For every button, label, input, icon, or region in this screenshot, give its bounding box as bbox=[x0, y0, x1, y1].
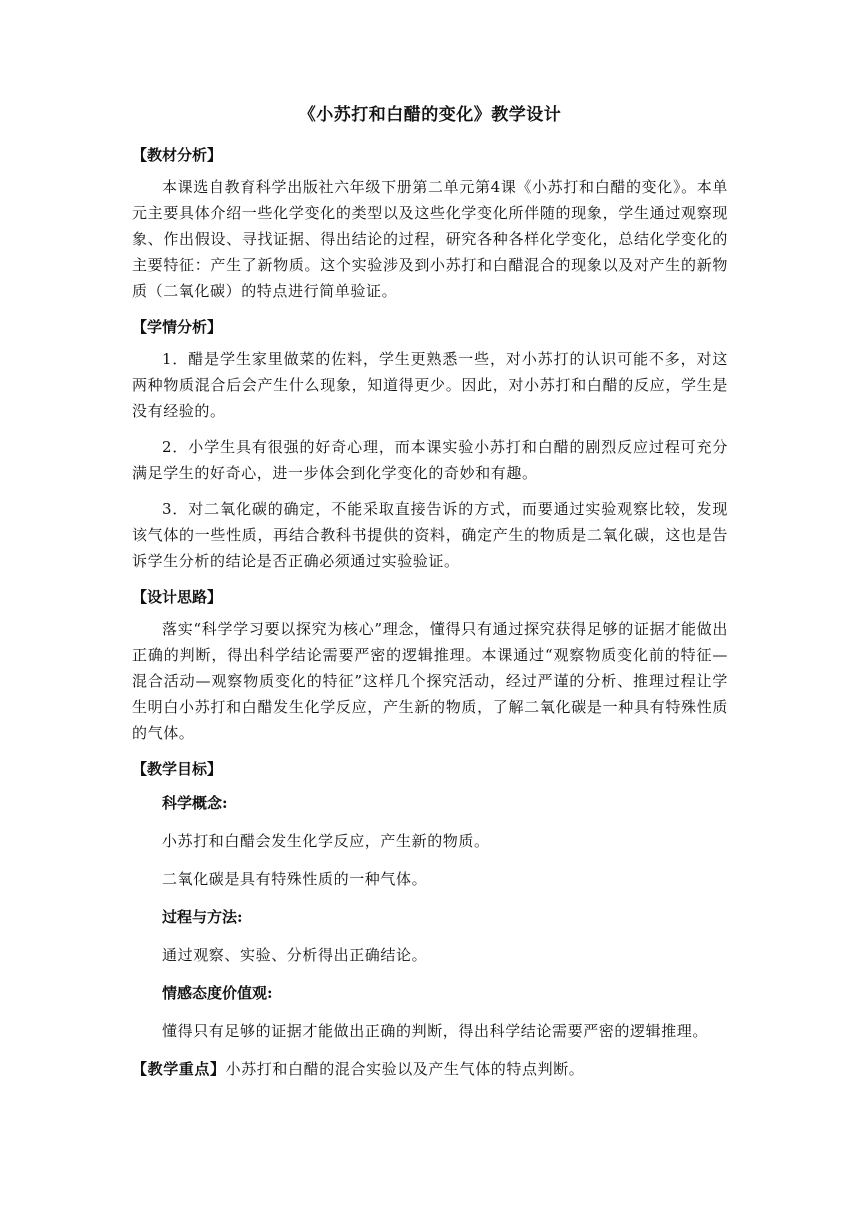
subheading-emotion-values: 情感态度价值观: bbox=[162, 984, 273, 1002]
document-title: 《小苏打和白醋的变化》教学设计 bbox=[298, 105, 562, 125]
key-point-line bbox=[132, 1056, 728, 1082]
science-concept-item-1: 小苏打和白醋会发生化学反应，产生新的物质。 bbox=[162, 832, 490, 850]
heading-design-idea: 【设计思路】 bbox=[132, 588, 223, 606]
heading-student-analysis: 【学情分析】 bbox=[132, 318, 223, 336]
heading-material-analysis: 【教材分析】 bbox=[132, 146, 223, 164]
heading-teaching-goals: 【教学目标】 bbox=[132, 760, 223, 778]
student-analysis-paragraph-1: 1．醋是学生家里做菜的佐料，学生更熟悉一些，对小苏打的认识可能不多，对这两种物质混合后会产生什么现象，知道得更少。因此，对小苏打和白醋的反应，学生是没有经验的。 bbox=[132, 350, 728, 420]
key-point-text: 小苏打和白醋的混合实验以及产生气体的特点判断。 bbox=[225, 1060, 585, 1078]
subheading-science-concept: 科学概念: bbox=[162, 794, 228, 812]
student-analysis-paragraph-2: 2．小学生具有很强的好奇心理，而本课实验小苏打和白醋的剧烈反应过程可充分满足学生的好奇心，进一步体会到化学变化的奇妙和有趣。 bbox=[132, 438, 728, 482]
subheading-process-method: 过程与方法: bbox=[162, 908, 243, 926]
material-analysis-paragraph: 本课选自教育科学出版社六年级下册第二单元第4课《小苏打和白醋的变化》。本单元主要具体介绍一些化学变化的类型以及这些化学变化所伴随的现象，学生通过观察现象、作出假设、寻找证据、得出结论的过程，研究各种各样化学变化，总结化学变化的主要特征：产生了新物质。这个实验涉及到小苏打和白醋混合的现象以及对产生的新物质（二氧化碳）的特点进行简单验证。 bbox=[132, 178, 728, 300]
heading-key-point: 【教学重点】 bbox=[132, 1060, 226, 1078]
science-concept-item-2: 二氧化碳是具有特殊性质的一种气体。 bbox=[162, 870, 428, 888]
design-idea-paragraph: 落实“科学学习要以探究为核心”理念，懂得只有通过探究获得足够的证据才能做出正确的判断，得出科学结论需要严密的逻辑推理。本课通过“观察物质变化前的特征—混合活动—观察物质变化的特征”这样几个探究活动，经过严谨的分析、推理过程让学生明白小苏打和白醋发生化学反应，产生新的物质，了解二氧化碳是一种具有特殊性质的气体。 bbox=[132, 620, 728, 742]
emotion-values-paragraph: 懂得只有足够的证据才能做出正确的判断，得出科学结论需要严密的逻辑推理。 bbox=[162, 1022, 709, 1040]
student-analysis-paragraph-3: 3．对二氧化碳的确定，不能采取直接告诉的方式，而要通过实验观察比较，发现该气体的一些性质，再结合教科书提供的资料，确定产生的物质是二氧化碳，这也是告诉学生分析的结论是否正确必须通过实验验证。 bbox=[132, 500, 728, 570]
document-page bbox=[132, 100, 728, 1082]
process-method-item-1: 通过观察、实验、分析得出正确结论。 bbox=[162, 946, 428, 964]
